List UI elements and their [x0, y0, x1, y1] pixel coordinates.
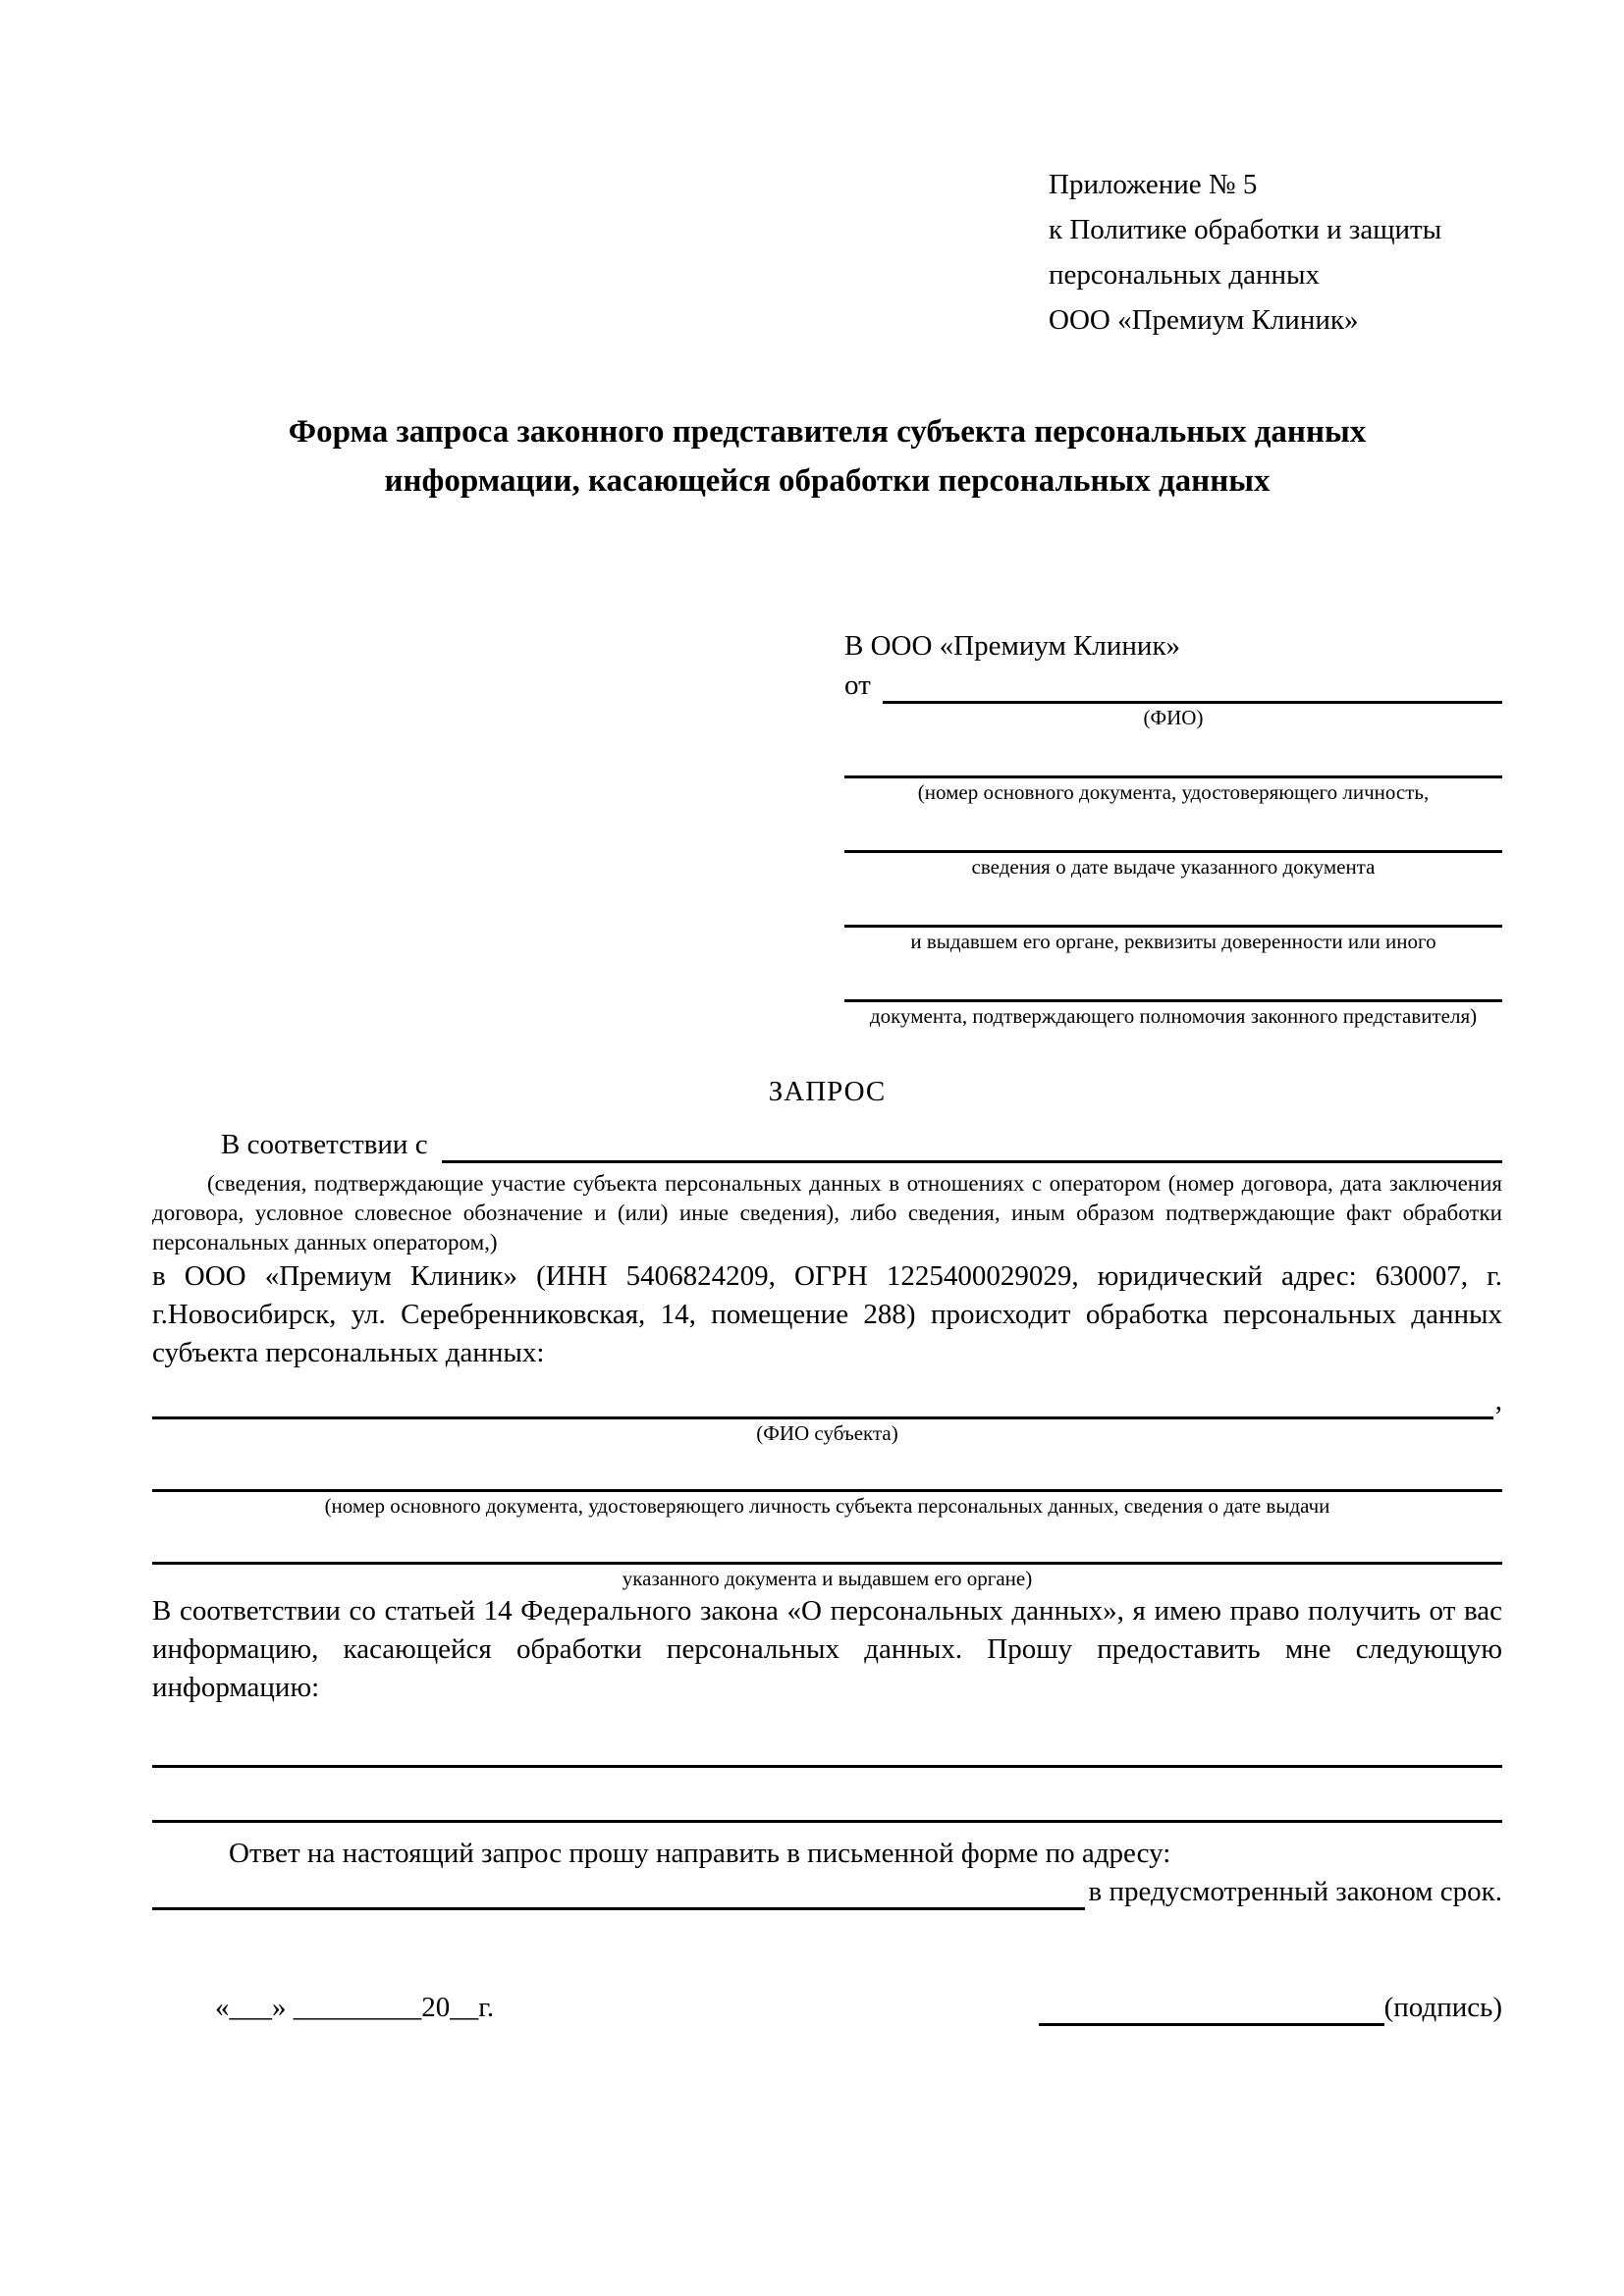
signature-caption: (подпись) — [1383, 1992, 1502, 2023]
subject-fio-blank-line — [152, 1380, 1493, 1419]
representative-doc-field — [844, 806, 1502, 881]
law-paragraph: В соответствии со статьей 14 Федерального закона «О персональных данных», я имею право получить от вас информацию, касающейся обработки персональных данных. Прошу предоставить мне следующую информацию: — [152, 1595, 1502, 1703]
document-title: Форма запроса законного представителя субъекта персональных данных информации, касающейся обработки персональных данных — [288, 414, 1367, 499]
answer-address-blank-line — [152, 1877, 1085, 1910]
representative-doc-caption: и выдавшем его органе, реквизиты доверенности или иного — [910, 930, 1436, 953]
subject-fio-line-suffix: , — [1494, 1385, 1502, 1416]
subject-doc-blank-line — [152, 1447, 1502, 1492]
accordance-row — [152, 1126, 1502, 1163]
representative-doc-blank-line — [844, 881, 1502, 928]
subject-doc-blank-line — [152, 1520, 1502, 1565]
answer-paragraph: Ответ на настоящий запрос прошу направить в письменной форме по адресу: — [229, 1838, 1171, 1869]
fio-caption: (ФИО) — [1143, 706, 1204, 729]
footer-row — [152, 1989, 1502, 2026]
representative-doc-field — [844, 731, 1502, 806]
from-row — [844, 667, 1502, 704]
annex-line: Приложение № 5 — [1049, 169, 1258, 200]
representative-doc-caption: (номер основного документа, удостоверяющего личность, — [917, 780, 1430, 804]
subject-fio-caption: (ФИО субъекта) — [756, 1421, 898, 1445]
annex-block — [1049, 162, 1502, 343]
signature-blank-line — [1039, 1993, 1384, 2026]
representative-doc-blank-line — [844, 731, 1502, 778]
representative-doc-caption: документа, подтверждающего полномочия законного представителя) — [869, 1004, 1478, 1028]
subject-fio-row — [152, 1380, 1502, 1419]
annex-line: ООО «Премиум Клиник» — [1049, 304, 1359, 336]
info-blank-line — [152, 1707, 1502, 1768]
operator-paragraph: в ООО «Премиум Клиник» (ИНН 5406824209, ОГРН 1225400029029, юридический адрес: 630007, г. г.Новосибирск, ул. Серебренниковская, 14, помещение 288) происходит обработка персональных данных субъекта персональных данных: — [152, 1260, 1502, 1368]
representative-doc-blank-line — [844, 806, 1502, 853]
request-heading: ЗАПРОС — [768, 1076, 887, 1107]
fio-blank-line — [883, 668, 1502, 704]
info-blank-line — [152, 1768, 1502, 1823]
representative-doc-caption: сведения о дате выдаче указанного документа — [971, 855, 1376, 879]
answer-tail: в предусмотренный законом срок. — [1088, 1876, 1502, 1907]
date-field: «___» _________20__г. — [215, 1992, 495, 2023]
answer-address-row — [152, 1873, 1502, 1910]
addressee-block — [844, 625, 1502, 1030]
subject-doc-caption: указанного документа и выдавшем его органе) — [622, 1567, 1033, 1590]
subject-doc-caption: (номер основного документа, удостоверяющего личность субъекта персональных данных, сведения о дате выдачи — [324, 1494, 1330, 1518]
annex-line: персональных данных — [1049, 259, 1321, 291]
subject-doc-field — [152, 1447, 1502, 1520]
subject-doc-field — [152, 1520, 1502, 1592]
representative-doc-blank-line — [844, 955, 1502, 1002]
representative-doc-field — [844, 955, 1502, 1030]
accordance-caption: (сведения, подтверждающие участие субъекта персональных данных в отношениях с оператором (номер договора, дата заключения договора, условное словесное обозначение и (или) иные сведения), либо сведения, иным образом подтверждающие факт обработки персональных данных оператором,) — [152, 1171, 1502, 1255]
representative-doc-field — [844, 881, 1502, 955]
annex-line: к Политике обработки и защиты — [1049, 214, 1442, 245]
accordance-blank-line — [442, 1130, 1502, 1163]
accordance-label: В соответствии с — [221, 1129, 428, 1160]
signature-block — [1039, 1989, 1502, 2026]
from-label: от — [844, 669, 871, 701]
addressee-to: В ООО «Премиум Клиник» — [844, 630, 1181, 662]
